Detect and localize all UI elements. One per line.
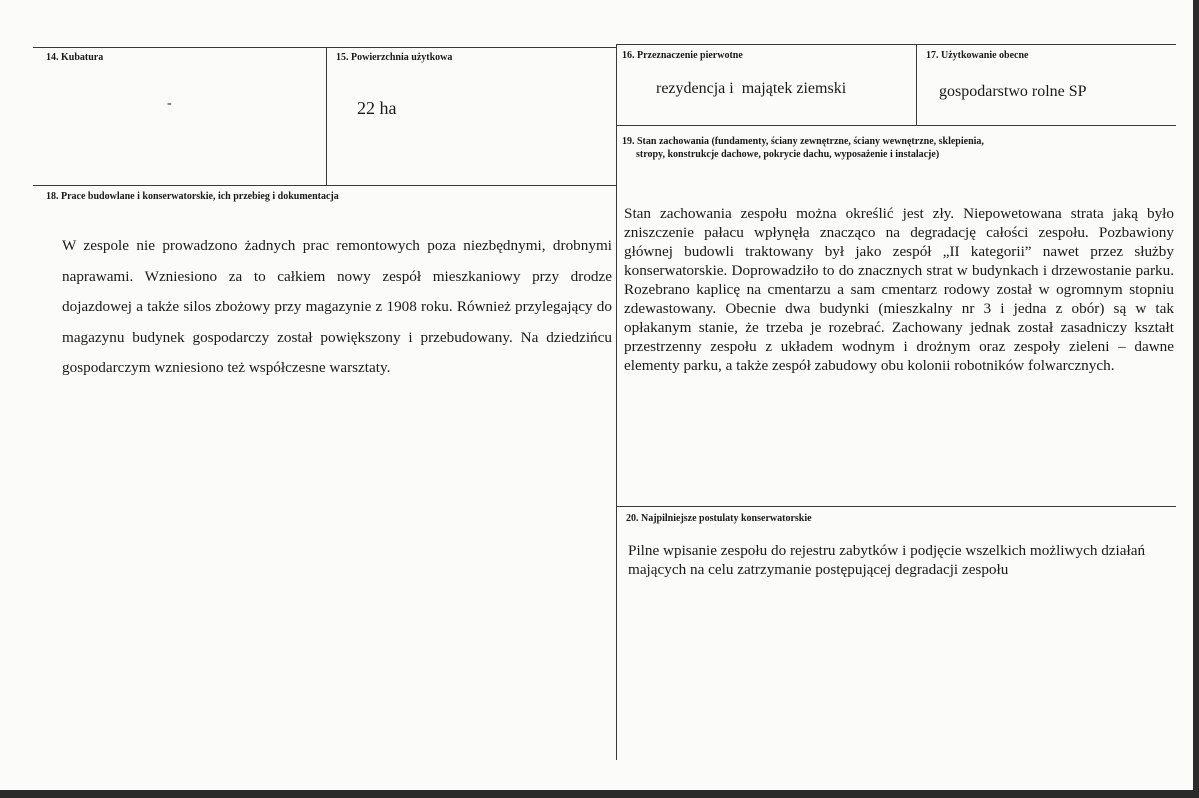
divider-14-15 [326, 47, 327, 185]
divider-row-14-18 [33, 185, 616, 186]
divider-row-19-20 [616, 506, 1176, 507]
top-border-right [616, 44, 1176, 45]
field-15-value: 22 ha [357, 98, 397, 118]
field-19-label-line1: 19. Stan zachowania (fundamenty, ściany zewnętrzne, ściany wewnętrzne, sklepienia, [622, 136, 984, 147]
field-16-label: 16. Przeznaczenie pierwotne [622, 50, 743, 61]
field-20-label: 20. Najpilniejsze postulaty konserwatorskie [626, 513, 812, 524]
top-border-left [33, 47, 616, 48]
field-17-label: 17. Użytkowanie obecne [926, 50, 1029, 61]
field-20-text: Pilne wpisanie zespołu do rejestru zabytków i podjęcie wszelkich możliwych działań mających na celu zatrzymanie postępującej degradacji zespołu [628, 542, 1146, 578]
field-19-text: Stan zachowania zespołu można określić jest zły. Niepowetowana strata jaką było zniszczenie pałacu wpłynęła znacząco na degradację całości zespołu. Pozbawiony głównej budowli traktowany był jako zespół „II kategorii” nawet przez służby konserwatorskie. Doprowadziło to do znacznych strat w budynkach i drzewostanie parku. Rozebrano kaplicę na cmentarzu a sam cmentarz rodowy został w ogromnym stopniu zdewastowany. Obecnie dwa budynki (mieszkalny nr 3 i jedna z obór) są w tak opłakanym stanie, że trzeba je rozebrać. Zachowany jednak został zasadniczy kształt przestrzenny zespołu z układem wodnym i drożnym oraz zespoły zieleni – dawne elementy parku, a także zespół zabudowy obu kolonii robotników folwarcznych. [624, 205, 1174, 374]
field-16-value: rezydencja i majątek ziemski [656, 80, 847, 97]
field-14-value: - [167, 96, 172, 111]
field-18-text: W zespole nie prowadzono żadnych prac remontowych poza niezbędnymi, drobnymi naprawami. Wzniesiono za to całkiem nowy zespół mieszkaniowy przy drodze dojazdowej a także silos zbożowy przy magazynie z 1908 roku. Również przylegający do magazynu budynek gospodarczy został powiększony i przebudowany. Na dziedzińcu gospodarczym wzniesiono też współczesne warsztaty. [62, 237, 612, 376]
divider-center [616, 44, 617, 760]
divider-16-17 [916, 44, 917, 125]
field-19-label-line2: stropy, konstrukcje dachowe, pokrycie dachu, wyposażenie i instalacje) [636, 149, 940, 160]
divider-row-17-19 [616, 125, 1176, 126]
field-17-value: gospodarstwo rolne SP [939, 83, 1087, 100]
field-19-label [622, 135, 1172, 161]
field-14-label: 14. Kubatura [46, 52, 104, 63]
field-15-label: 15. Powierzchnia użytkowa [336, 52, 453, 63]
field-18-label: 18. Prace budowlane i konserwatorskie, ich przebieg i dokumentacja [46, 191, 339, 202]
